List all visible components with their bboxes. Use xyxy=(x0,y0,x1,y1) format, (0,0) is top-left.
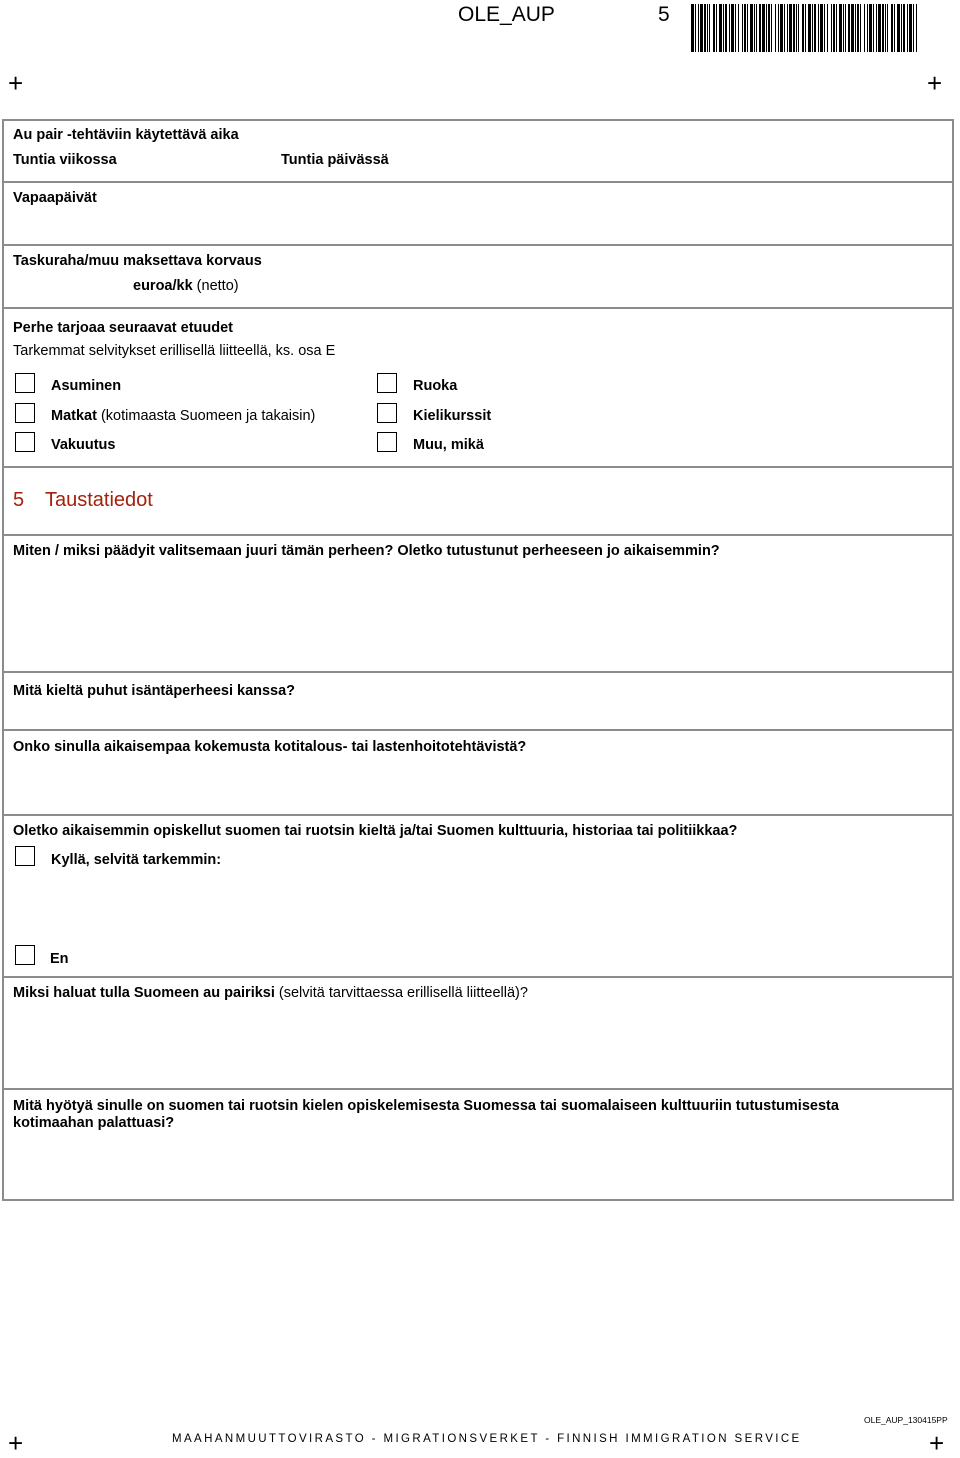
barcode-bar xyxy=(716,4,717,52)
barcode-bar xyxy=(707,4,708,52)
barcode-bar xyxy=(735,4,736,52)
housing-checkbox[interactable] xyxy=(15,373,35,393)
section-aupair-hours xyxy=(2,119,954,183)
barcode-bar xyxy=(903,4,905,52)
euro-month-note: (netto) xyxy=(192,278,239,294)
question-why-finland[interactable] xyxy=(13,985,528,1001)
barcode-bar xyxy=(742,4,743,52)
family-benefits-title: Perhe tarjoaa seuraavat etuudet xyxy=(13,320,234,336)
travel-label-note: (kotimaasta Suomeen ja takaisin) xyxy=(96,408,316,424)
barcode-bar xyxy=(738,4,739,52)
registration-mark-bottom-left: + xyxy=(8,1428,24,1458)
question-why-finland-main: Miksi haluat tulla Suomeen au pairiksi xyxy=(13,985,275,1001)
form-body xyxy=(2,119,954,1201)
aupair-hours-title: Au pair -tehtäviin käytettävä aika xyxy=(13,127,239,143)
barcode-bar xyxy=(909,4,912,52)
section-title: Taustatiedot xyxy=(45,489,153,511)
barcode-bar xyxy=(771,4,772,52)
section-5-header xyxy=(2,468,954,536)
barcode-bar xyxy=(778,4,779,52)
barcode-bar xyxy=(756,4,757,52)
food-label: Ruoka xyxy=(413,378,458,394)
section-benefit xyxy=(2,1090,954,1201)
barcode-bar xyxy=(857,4,859,52)
barcode-bar xyxy=(768,4,770,52)
studies-yes-label: Kyllä, selvitä tarkemmin: xyxy=(51,852,222,868)
barcode-bar xyxy=(855,4,856,52)
section-number: 5 xyxy=(13,489,25,511)
barcode-bar xyxy=(802,4,804,52)
barcode-bar xyxy=(796,4,797,52)
barcode-bar xyxy=(798,4,799,52)
barcode-bar xyxy=(723,4,724,52)
insurance-label: Vakuutus xyxy=(51,437,116,453)
barcode-bar xyxy=(704,4,706,52)
barcode-bar xyxy=(878,4,881,52)
registration-mark-bottom-right: + xyxy=(929,1428,945,1458)
barcode-bar xyxy=(848,4,850,52)
euro-month-unit: euroa/kk xyxy=(133,278,193,294)
barcode-bar xyxy=(851,4,854,52)
barcode-bar xyxy=(784,4,785,52)
barcode-bar xyxy=(913,4,914,52)
barcode-bar xyxy=(887,4,888,52)
agency-footer: MAAHANMUUTTOVIRASTO - MIGRATIONSVERKET - FINNISH IMMIGRATION SERVICE xyxy=(172,1433,802,1445)
question-benefit-line1[interactable]: Mitä hyötyä sinulle on suomen tai ruotsin kielen opiskelemisesta Suomessa tai suomalaiseen kulttuuriin tutustumisesta xyxy=(13,1098,839,1114)
barcode-bar xyxy=(869,4,872,52)
travel-label xyxy=(51,408,315,424)
section-why-finland xyxy=(2,978,954,1090)
form-code: OLE_AUP xyxy=(458,3,555,26)
section-family-benefits xyxy=(2,309,954,468)
barcode-bar xyxy=(729,4,730,52)
section-family-choice xyxy=(2,536,954,673)
housing-label: Asuminen xyxy=(51,378,122,394)
barcode xyxy=(690,4,920,52)
barcode-bar xyxy=(709,4,710,52)
question-studies: Oletko aikaisemmin opiskellut suomen tai ruotsin kieltä ja/tai Suomen kulttuuria, historiaa tai politiikkaa? xyxy=(13,823,738,839)
barcode-bar xyxy=(820,4,823,52)
section-studies xyxy=(2,816,954,978)
barcode-bar xyxy=(812,4,813,52)
other-benefit-label: Muu, mikä xyxy=(413,437,484,453)
barcode-bar xyxy=(814,4,816,52)
barcode-bar xyxy=(818,4,819,52)
barcode-bar xyxy=(860,4,861,52)
barcode-bar xyxy=(713,4,715,52)
studies-no-checkbox[interactable] xyxy=(15,945,35,965)
barcode-bar xyxy=(691,4,694,52)
section-experience xyxy=(2,731,954,816)
question-benefit-line2[interactable]: kotimaahan palattuasi? xyxy=(13,1115,175,1131)
food-checkbox[interactable] xyxy=(377,373,397,393)
section-days-off xyxy=(2,183,954,246)
barcode-bar xyxy=(695,4,696,52)
barcode-bar xyxy=(824,4,825,52)
barcode-bar xyxy=(747,4,748,52)
pocket-money-label: Taskuraha/muu maksettava korvaus xyxy=(13,253,262,269)
other-benefit-checkbox[interactable] xyxy=(377,432,397,452)
question-language[interactable]: Mitä kieltä puhut isäntäperheesi kanssa? xyxy=(13,683,296,699)
barcode-bar xyxy=(864,4,865,52)
barcode-bar xyxy=(789,4,792,52)
barcode-bar xyxy=(725,4,727,52)
barcode-bar xyxy=(780,4,783,52)
barcode-bar xyxy=(845,4,846,52)
barcode-bar xyxy=(700,4,703,52)
barcode-bar xyxy=(894,4,895,52)
studies-no-label: En xyxy=(50,951,69,967)
section-pocket-money xyxy=(2,246,954,309)
language-courses-checkbox[interactable] xyxy=(377,403,397,423)
hours-per-week-label[interactable]: Tuntia viikossa xyxy=(13,152,117,168)
barcode-bar xyxy=(744,4,746,52)
barcode-bar xyxy=(831,4,832,52)
question-experience[interactable]: Onko sinulla aikaisempaa kokemusta kotitalous- tai lastenhoitotehtävistä? xyxy=(13,739,527,755)
barcode-bar xyxy=(759,4,761,52)
barcode-bar xyxy=(766,4,767,52)
barcode-bar xyxy=(808,4,811,52)
question-family-choice[interactable]: Miten / miksi päädyit valitsemaan juuri tämän perheen? Oletko tutustunut perheeseen jo aikaisemmin? xyxy=(13,543,720,559)
barcode-bar xyxy=(876,4,877,52)
barcode-bar xyxy=(762,4,765,52)
language-courses-label: Kielikurssit xyxy=(413,408,492,424)
barcode-bar xyxy=(805,4,806,52)
barcode-bar xyxy=(750,4,753,52)
barcode-bar xyxy=(836,4,837,52)
barcode-bar xyxy=(897,4,900,52)
barcode-bar xyxy=(754,4,755,52)
travel-checkbox[interactable] xyxy=(15,403,35,423)
barcode-bar xyxy=(867,4,868,52)
barcode-bar xyxy=(873,4,874,52)
barcode-bar xyxy=(698,4,699,52)
hours-per-day-label[interactable]: Tuntia päivässä xyxy=(281,152,389,168)
barcode-bar xyxy=(843,4,844,52)
barcode-bar xyxy=(731,4,734,52)
travel-label-main: Matkat xyxy=(51,408,97,424)
barcode-bar xyxy=(793,4,795,52)
euro-month-label[interactable] xyxy=(133,278,239,294)
form-version-code: OLE_AUP_130415PP xyxy=(864,1415,948,1425)
barcode-bar xyxy=(833,4,835,52)
barcode-bar xyxy=(775,4,776,52)
page-number: 5 xyxy=(658,3,670,26)
barcode-bar xyxy=(916,4,917,52)
barcode-bar xyxy=(885,4,886,52)
days-off-label[interactable]: Vapaapäivät xyxy=(13,190,97,206)
section-language xyxy=(2,673,954,731)
barcode-bar xyxy=(907,4,908,52)
barcode-bar xyxy=(719,4,722,52)
benefits-note: Tarkemmat selvitykset erillisellä liitteellä, ks. osa E xyxy=(13,343,336,359)
studies-yes-checkbox[interactable] xyxy=(15,846,35,866)
barcode-bar xyxy=(882,4,884,52)
registration-mark-top-left: + xyxy=(8,68,24,98)
barcode-bar xyxy=(787,4,788,52)
registration-mark-top-right: + xyxy=(927,68,943,98)
insurance-checkbox[interactable] xyxy=(15,432,35,452)
barcode-bar xyxy=(891,4,893,52)
question-why-finland-note: (selvitä tarvittaessa erillisellä liitteellä)? xyxy=(274,985,528,1001)
barcode-bar xyxy=(827,4,828,52)
barcode-bar xyxy=(839,4,842,52)
barcode-bar xyxy=(901,4,902,52)
